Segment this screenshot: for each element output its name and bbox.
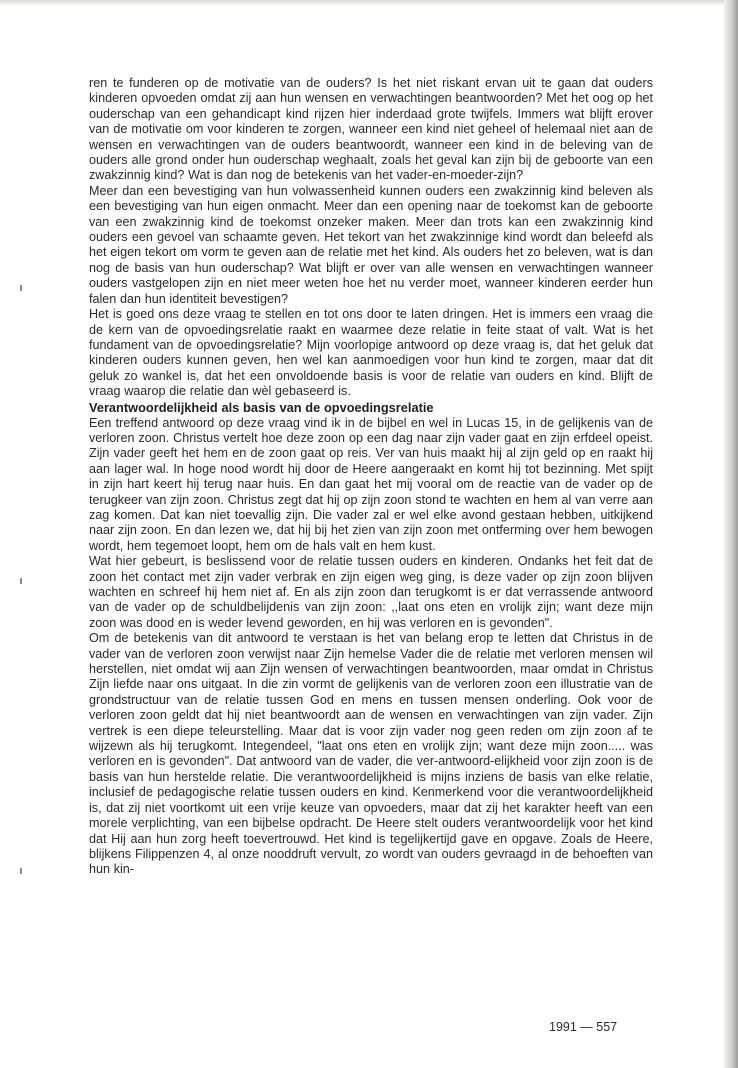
body-paragraph: ren te funderen op de motivatie van de ouders? Is het niet riskant ervan uit te gaan dat ouders kinderen opvoeden omdat zij aan hun wensen en verwachtingen beantwoorden? Met het oog op het ouderschap van een gehandicapt kind rijzen hier inderdaad grote twijfels. Immers wat blijft erover van de motivatie om voor kinderen te zorgen, wanneer een kind niet geheel of helemaal niet aan de wensen en verwachtingen van de ouders beantwoordt, wanneer een kind in de beleving van de ouders alle grond onder hun ouderschap weghaalt, zoals het geval kan zijn bij de geboorte van een zwakzinnig kind? Wat is dan nog de betekenis van het vader-en-moeder-zijn? xyxy=(89,76,653,183)
body-paragraph: Een treffend antwoord op deze vraag vind ik in de bijbel en wel in Lucas 15, in de gelijkenis van de verloren zoon. Christus vertelt hoe deze zoon op een dag naar zijn vader gaat en zijn erfdeel opeist. Zijn vader geeft het hem en de zoon gaat op reis. Ver van huis maakt hij al zijn geld op en raakt hij aan lager wal. In hoge nood wordt hij door de Heere aangeraakt en komt hij tot bezinning. Met spijt in zijn hart keert hij terug naar huis. En dan gaat het mij vooral om de reactie van de vader op de terugkeer van zijn zoon. Christus zegt dat hij op zijn zoon stond te wachten en hem al van verre aan zag komen. Dat kan niet toevallig zijn. Die vader zal er wel elke avond gestaan hebben, uitkijkend naar zijn zoon. En dan lezen we, dat hij bij het zien van zijn zoon met ontferming over hem bewogen wordt, hem tegemoet loopt, hem om de hals valt en hem kust. xyxy=(89,415,653,553)
body-paragraph: Om de betekenis van dit antwoord te verstaan is het van belang erop te letten dat Christus in de vader van de verloren zoon verwijst naar Zijn hemelse Vader die de relatie met verloren mensen wil herstellen, niet omdat wij aan Zijn wensen of verwachtingen beantwoorden, maar omdat in Christus Zijn liefde naar ons uitgaat. In die zin vormt de gelijkenis van de verloren zoon een illustratie van de grondstructuur van de relatie tussen God en mens en tussen mensen onderling. Ook voor de verloren zoon geldt dat hij niet beantwoordt aan de wensen en verwachtingen van zijn vader. Zijn vertrek is een diepe teleurstelling. Maar dat is voor zijn vader nog geen reden om zijn zoon af te wijzewn als hij terugkomt. Integendeel, "laat ons eten en vrolijk zijn; want deze mijn zoon..... was verloren en is gevonden". Dat antwoord van de vader, die ver-antwoord-elijkheid voor zijn zoon is de basis van hun herstelde relatie. Die verantwoordelijkheid is mijns inziens de basis van elke relatie, inclusief de pedagogische relatie tussen ouders en kind. Kenmerkend voor die verantwoordelijkheid is, dat zij niet voortkomt uit een vrije keuze van opvoeders, maar dat zij het karakter heeft van een morele verplichting, van een bijbelse opdracht. De Heere stelt ouders verantwoordelijk voor het kind dat Hij aan hun zorg heeft toevertrouwd. Het kind is tegelijkertijd gave en opgave. Zoals de Heere, blijkens Filippenzen 4, al onze nooddruft vervult, zo wordt van ouders gevraagd in de behoeften van hun kin- xyxy=(89,631,653,877)
section-heading: Verantwoordelijkheid als basis van de opvoedingsrelatie xyxy=(89,399,434,415)
footer-year: 1991 xyxy=(549,1020,577,1034)
footer-separator: — xyxy=(580,1020,593,1034)
body-paragraph: Wat hier gebeurt, is beslissend voor de relatie tussen ouders en kinderen. Ondanks het feit dat de zoon het contact met zijn vader verbrak en zijn eigen weg ging, is deze vader op zijn zoon blijven wachten en schreef hij hem niet af. En als zijn zoon dan terugkomt is er dat verrassende antwoord van de vader op de schuldbelijdenis van zijn zoon: ,,laat ons eten en vrolijk zijn; want deze mijn zoon was dood en is weder levend geworden, en hij was verloren en is gevonden". xyxy=(89,554,653,630)
page-footer xyxy=(549,1020,617,1034)
margin-mark xyxy=(20,285,22,291)
scan-right-edge xyxy=(724,0,738,1068)
article-body xyxy=(89,76,653,878)
scan-top-edge xyxy=(0,0,738,6)
footer-page-number: 557 xyxy=(596,1020,618,1034)
margin-mark xyxy=(20,578,22,584)
margin-mark xyxy=(20,868,22,874)
body-paragraph: Meer dan een bevestiging van hun volwassenheid kunnen ouders een zwakzinnig kind beleven als een bevestiging van hun eigen onmacht. Meer dan een opening naar de toekomst kan de geboorte van een zwakzinnig kind de toekomst onzeker maken. Meer dan trots kan een zwakzinnig kind ouders een gevoel van schaamte geven. Het tekort van het zwakzinnige kind wordt dan beleefd als het eigen tekort om vorm te geven aan de relatie met het kind. Als ouders het zo beleven, wat is dan nog de basis van hun ouderschap? Wat blijft er over van alle wensen en verwachtingen wanneer ouders vastgelopen zijn en niet meer weten hoe het nu verder moet, wanneer kinderen eerder hun falen dan hun identiteit bevestigen? xyxy=(89,183,653,306)
body-paragraph: Het is goed ons deze vraag te stellen en tot ons door te laten dringen. Het is immers een vraag die de kern van de opvoedingsrelatie raakt en waarmee deze relatie in feite staat of valt. Wat is het fundament van de opvoedingsrelatie? Mijn voorlopige antwoord op deze vraag is, dat het geluk dat kinderen ouders kunnen geven, hen wel kan aanmoedigen voor hun kind te zorgen, maar dat dit geluk zo wankel is, dat het een onvoldoende basis is voor de relatie van ouders en kind. Blijft de vraag waarop die relatie dan wèl gebaseerd is. xyxy=(89,307,653,399)
